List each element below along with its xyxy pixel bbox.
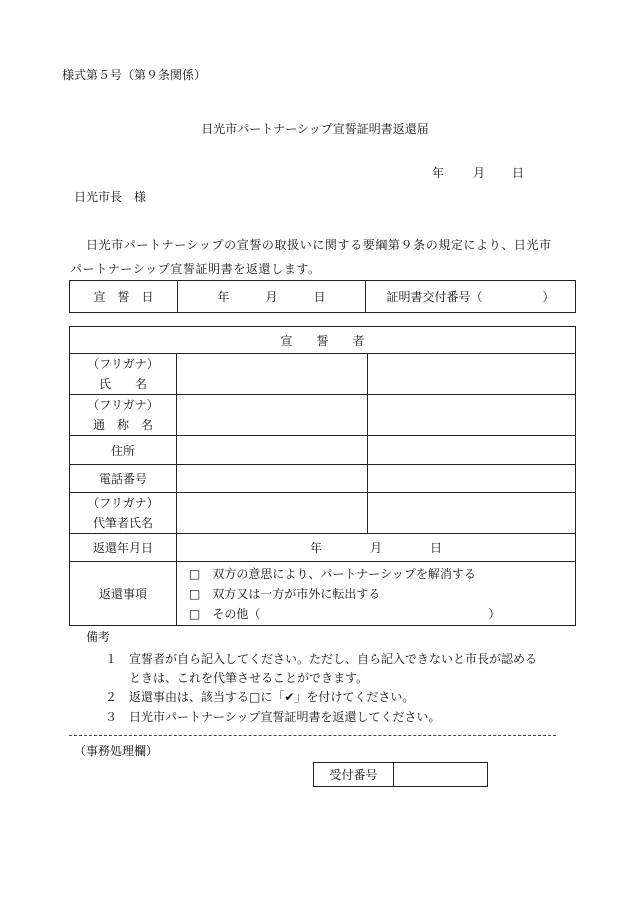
reason-label: 返還事項 bbox=[70, 562, 177, 626]
oath-date-field[interactable]: 年 月 日 bbox=[178, 281, 366, 313]
phone-field-1[interactable] bbox=[177, 465, 368, 493]
alias-kana-label: （フリガナ） bbox=[87, 398, 159, 412]
cert-number-field[interactable]: 証明書交付番号（ ） bbox=[366, 281, 576, 313]
reason-options bbox=[177, 562, 576, 626]
name-field-2[interactable] bbox=[368, 354, 576, 395]
address-label: 住所 bbox=[70, 436, 177, 465]
remark-3: ３ 日光市パートナーシップ宣誓証明書を返還してください。 bbox=[105, 710, 441, 724]
remarks-heading: 備考 bbox=[86, 630, 111, 644]
address-field-2[interactable] bbox=[368, 436, 576, 465]
alias-label-text: 通 称 名 bbox=[92, 418, 153, 432]
name-label-text: 氏 名 bbox=[98, 377, 147, 391]
remark-1: １ 宣誓者が自ら記入してください。ただし、自ら記入できないと市長が認める bbox=[105, 652, 538, 666]
date-day: 日 bbox=[512, 166, 525, 180]
name-kana-label: （フリガナ） bbox=[87, 357, 159, 371]
date-year: 年 bbox=[432, 166, 445, 180]
alias-field-1[interactable] bbox=[177, 395, 368, 436]
receipt-label: 受付番号 bbox=[314, 763, 394, 787]
phone-label: 電話番号 bbox=[70, 465, 177, 493]
proxy-field-1[interactable] bbox=[177, 493, 368, 534]
reason-option-moved[interactable]: □ 双方又は一方が市外に転出する bbox=[189, 586, 381, 601]
office-divider bbox=[69, 735, 556, 736]
return-date-label: 返還年月日 bbox=[70, 534, 177, 562]
alias-label bbox=[70, 395, 177, 436]
form-number: 様式第５号（第９条関係） bbox=[62, 68, 207, 82]
proxy-label-text: 代筆者氏名 bbox=[92, 516, 153, 530]
receipt-table bbox=[313, 762, 488, 787]
oath-date-table bbox=[69, 280, 576, 313]
oath-date-label: 宣 誓 日 bbox=[70, 281, 178, 313]
reason-option-other[interactable]: □ その他（ ） bbox=[189, 606, 501, 621]
phone-field-2[interactable] bbox=[368, 465, 576, 493]
remark-1-cont: ときは、これを代筆させることができます。 bbox=[129, 671, 369, 685]
body-line-2: パートナーシップ宣誓証明書を返還します。 bbox=[70, 262, 321, 276]
declarant-header: 宣 誓 者 bbox=[70, 327, 576, 354]
address-field-1[interactable] bbox=[177, 436, 368, 465]
remark-2: ２ 返還事由は、該当する□に「✔」を付けてください。 bbox=[105, 690, 415, 704]
addressee: 日光市長 様 bbox=[74, 190, 147, 204]
proxy-field-2[interactable] bbox=[368, 493, 576, 534]
date-month: 月 bbox=[473, 166, 486, 180]
proxy-label bbox=[70, 493, 177, 534]
body-line-1: 日光市パートナーシップの宣誓の取扱いに関する要綱第９条の規定により、日光市 bbox=[86, 238, 552, 252]
name-field-1[interactable] bbox=[177, 354, 368, 395]
office-use-label: （事務処理欄） bbox=[74, 744, 159, 758]
receipt-number-field[interactable] bbox=[394, 763, 488, 787]
proxy-kana-label: （フリガナ） bbox=[87, 496, 159, 510]
page-title: 日光市パートナーシップ宣誓証明書返還届 bbox=[201, 122, 429, 136]
alias-field-2[interactable] bbox=[368, 395, 576, 436]
name-label bbox=[70, 354, 177, 395]
declarant-table bbox=[69, 326, 576, 626]
reason-option-dissolve[interactable]: □ 双方の意思により、パートナーシップを解消する bbox=[189, 566, 476, 581]
return-date-field[interactable]: 年 月 日 bbox=[177, 534, 576, 562]
